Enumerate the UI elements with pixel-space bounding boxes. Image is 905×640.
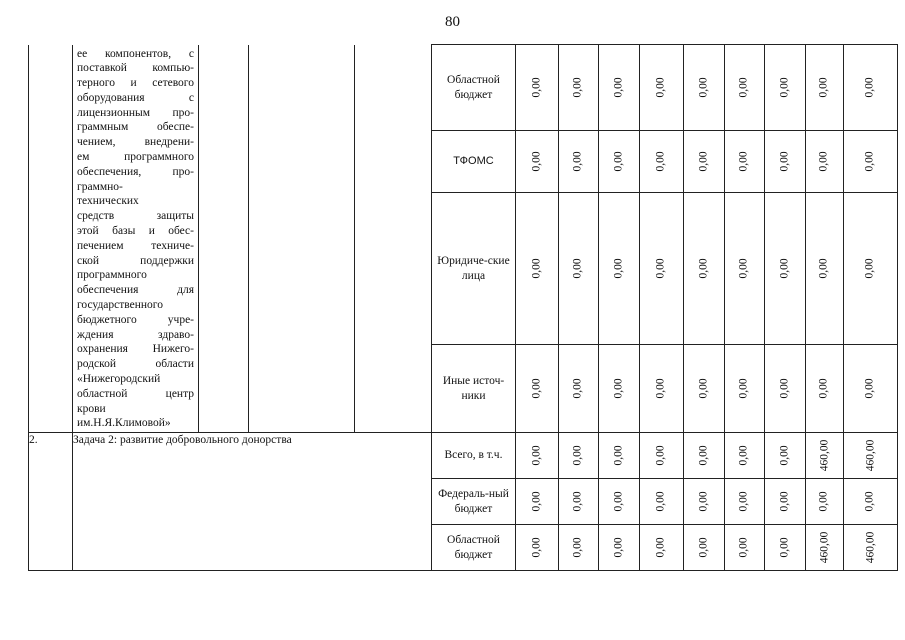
description-line: лицензионным про- <box>77 106 194 119</box>
value-cell <box>559 479 599 525</box>
value-text: 0,00 <box>778 445 791 466</box>
value-text: 0,00 <box>612 491 625 512</box>
source-label: Юридиче-ские лица <box>432 193 516 345</box>
value-text: 0,00 <box>572 537 585 558</box>
budget-table <box>28 44 898 571</box>
value-cell <box>844 479 898 525</box>
value-text: 0,00 <box>530 491 543 512</box>
value-cell <box>640 193 684 345</box>
value-cell <box>516 479 559 525</box>
value-text: 0,00 <box>530 77 543 98</box>
value-cell <box>844 525 898 571</box>
value-text: 460,00 <box>818 531 831 564</box>
value-cell <box>640 45 684 131</box>
value-cell <box>516 433 559 479</box>
value-cell <box>844 193 898 345</box>
value-text: 0,00 <box>612 537 625 558</box>
value-text: 0,00 <box>572 77 585 98</box>
value-text: 0,00 <box>818 378 831 399</box>
value-cell <box>725 433 765 479</box>
description-line: программного <box>77 269 147 282</box>
description-line: крови <box>77 402 106 415</box>
value-cell <box>725 193 765 345</box>
value-cell <box>725 131 765 193</box>
value-text: 460,00 <box>818 439 831 472</box>
value-text: 0,00 <box>818 258 831 279</box>
value-cell <box>725 479 765 525</box>
value-text: 0,00 <box>818 151 831 172</box>
value-cell <box>806 433 844 479</box>
value-cell <box>806 193 844 345</box>
value-cell <box>806 525 844 571</box>
value-cell <box>806 479 844 525</box>
value-cell <box>806 345 844 433</box>
description-text <box>73 45 198 432</box>
value-text: 0,00 <box>738 491 751 512</box>
value-cell <box>599 131 640 193</box>
value-text: 0,00 <box>778 537 791 558</box>
value-text: 0,00 <box>778 258 791 279</box>
value-cell <box>559 433 599 479</box>
description-line: ее компонентов, с <box>77 47 194 60</box>
value-text: 0,00 <box>530 378 543 399</box>
value-text: 0,00 <box>530 258 543 279</box>
value-cell <box>684 131 725 193</box>
value-text: 0,00 <box>697 151 710 172</box>
value-cell <box>844 345 898 433</box>
value-text: 0,00 <box>697 77 710 98</box>
description-line: этой базы и обес- <box>77 225 194 238</box>
description-line: обеспечения для <box>77 284 194 297</box>
value-cell <box>516 525 559 571</box>
value-cell <box>806 45 844 131</box>
value-text: 0,00 <box>778 77 791 98</box>
table-row <box>29 45 898 131</box>
value-cell <box>765 193 806 345</box>
value-cell <box>559 45 599 131</box>
source-label: Областной бюджет <box>432 525 516 571</box>
value-text: 0,00 <box>697 491 710 512</box>
value-cell <box>684 193 725 345</box>
value-text: 0,00 <box>818 491 831 512</box>
value-text: 0,00 <box>572 258 585 279</box>
value-text: 0,00 <box>572 445 585 466</box>
description-line: терного и сетевого <box>77 77 194 90</box>
value-text: 460,00 <box>864 531 877 564</box>
value-cell <box>599 193 640 345</box>
value-cell <box>725 45 765 131</box>
row-index: 2. <box>29 433 73 571</box>
value-cell <box>640 131 684 193</box>
source-label: Областной бюджет <box>432 45 516 131</box>
description-line: ской поддержки <box>77 254 194 267</box>
value-cell <box>599 479 640 525</box>
value-cell <box>765 525 806 571</box>
value-text: 0,00 <box>530 445 543 466</box>
description-line: технических <box>77 195 139 208</box>
value-cell <box>516 345 559 433</box>
value-cell <box>640 345 684 433</box>
value-text: 0,00 <box>572 151 585 172</box>
value-text: 0,00 <box>612 151 625 172</box>
page-number: 80 <box>445 14 460 30</box>
value-cell <box>765 433 806 479</box>
description-line: областной центр <box>77 387 194 400</box>
empty-cell <box>199 45 249 433</box>
value-cell <box>725 525 765 571</box>
value-cell <box>806 131 844 193</box>
description-line: ем программного <box>77 151 194 164</box>
value-text: 0,00 <box>864 491 877 512</box>
value-cell <box>559 525 599 571</box>
value-text: 0,00 <box>738 258 751 279</box>
value-cell <box>516 193 559 345</box>
value-text: 0,00 <box>655 258 668 279</box>
value-cell <box>765 345 806 433</box>
value-cell <box>640 433 684 479</box>
value-cell <box>844 45 898 131</box>
value-text: 0,00 <box>655 77 668 98</box>
value-text: 0,00 <box>572 378 585 399</box>
description-line: печением техниче- <box>77 239 194 252</box>
value-cell <box>559 345 599 433</box>
value-cell <box>844 131 898 193</box>
source-label: ТФОМС <box>432 131 516 193</box>
table-row <box>29 433 898 479</box>
value-text: 0,00 <box>530 537 543 558</box>
value-text: 0,00 <box>530 151 543 172</box>
description-line: «Нижегородский <box>77 373 161 386</box>
value-cell <box>684 525 725 571</box>
value-text: 0,00 <box>778 378 791 399</box>
value-text: 0,00 <box>612 77 625 98</box>
value-cell <box>640 525 684 571</box>
value-cell <box>599 525 640 571</box>
description-line: оборудования с <box>77 91 194 104</box>
description-line: охранения Нижего- <box>77 343 194 356</box>
value-text: 0,00 <box>864 77 877 98</box>
value-text: 0,00 <box>612 445 625 466</box>
value-text: 0,00 <box>655 491 668 512</box>
value-text: 0,00 <box>778 151 791 172</box>
value-text: 0,00 <box>738 77 751 98</box>
description-line: бюджетного учре- <box>77 313 194 326</box>
source-label: Федераль-ный бюджет <box>432 479 516 525</box>
description-line: им.Н.Я.Климовой» <box>77 417 171 430</box>
description-line: государственного <box>77 299 163 312</box>
value-text: 0,00 <box>864 151 877 172</box>
value-text: 0,00 <box>612 378 625 399</box>
value-text: 0,00 <box>697 258 710 279</box>
empty-cell <box>355 45 432 433</box>
value-text: 460,00 <box>864 439 877 472</box>
value-text: 0,00 <box>738 537 751 558</box>
value-cell <box>599 345 640 433</box>
source-label: Иные источ-ники <box>432 345 516 433</box>
value-cell <box>684 479 725 525</box>
value-cell <box>684 45 725 131</box>
value-text: 0,00 <box>697 537 710 558</box>
description-line: граммно- <box>77 180 123 193</box>
description-line: средств защиты <box>77 210 194 223</box>
empty-cell <box>249 45 355 433</box>
value-text: 0,00 <box>738 378 751 399</box>
value-text: 0,00 <box>818 77 831 98</box>
description-line: обеспечения, про- <box>77 165 194 178</box>
value-cell <box>684 345 725 433</box>
value-text: 0,00 <box>864 258 877 279</box>
value-text: 0,00 <box>612 258 625 279</box>
value-cell <box>765 131 806 193</box>
value-cell <box>516 45 559 131</box>
value-cell <box>599 45 640 131</box>
value-cell <box>725 345 765 433</box>
value-cell <box>765 479 806 525</box>
value-cell <box>684 433 725 479</box>
value-cell <box>640 479 684 525</box>
description-line: граммным обеспе- <box>77 121 194 134</box>
description-line: чением, внедрени- <box>77 136 194 149</box>
value-cell <box>765 45 806 131</box>
source-label: Всего, в т.ч. <box>432 433 516 479</box>
description-line: родской области <box>77 358 194 371</box>
value-text: 0,00 <box>655 378 668 399</box>
value-text: 0,00 <box>655 537 668 558</box>
value-text: 0,00 <box>738 151 751 172</box>
value-text: 0,00 <box>572 491 585 512</box>
value-cell <box>844 433 898 479</box>
value-cell <box>599 433 640 479</box>
description-line: ждения здраво- <box>77 328 194 341</box>
value-text: 0,00 <box>697 378 710 399</box>
value-text: 0,00 <box>778 491 791 512</box>
value-text: 0,00 <box>655 445 668 466</box>
task-title: Задача 2: развитие добровольного донорства <box>73 433 432 571</box>
index-cell <box>29 45 73 433</box>
value-text: 0,00 <box>655 151 668 172</box>
description-line: поставкой компью- <box>77 62 194 75</box>
value-text: 0,00 <box>864 378 877 399</box>
value-text: 0,00 <box>738 445 751 466</box>
description-cell <box>73 45 199 433</box>
value-cell <box>559 193 599 345</box>
value-cell <box>559 131 599 193</box>
value-text: 0,00 <box>697 445 710 466</box>
value-cell <box>516 131 559 193</box>
